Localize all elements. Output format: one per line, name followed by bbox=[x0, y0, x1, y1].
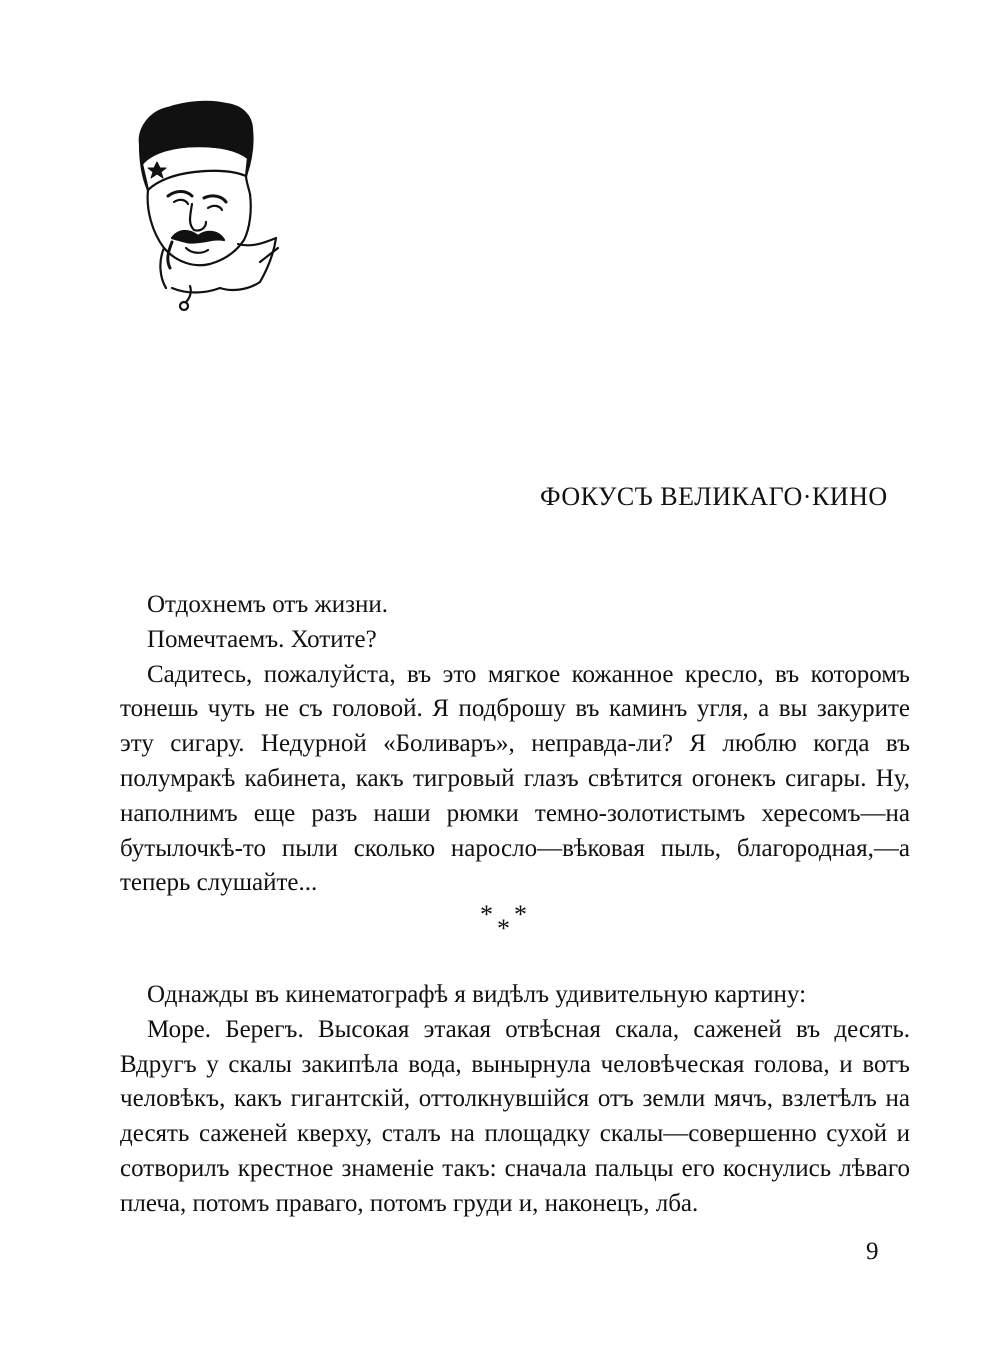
paragraph: Однажды въ кинематографѣ я видѣлъ удивительную картину: bbox=[147, 981, 807, 1008]
paragraph: Помечтаемъ. Хотите? bbox=[147, 625, 377, 653]
soldier-head-sketch-icon bbox=[128, 92, 288, 322]
chapter-title: ФОКУСЪ ВЕЛИКАГО·КИНО bbox=[540, 482, 888, 511]
intro-text bbox=[120, 588, 910, 901]
story-text bbox=[120, 978, 910, 1222]
asterisk: * bbox=[514, 900, 527, 929]
section-divider-asterism bbox=[470, 896, 540, 943]
page-number: 9 bbox=[866, 1238, 879, 1265]
paragraph: Отдохнемъ отъ жизни. bbox=[147, 591, 389, 618]
paragraph: Море. Берегъ. Высокая этакая отвѣсная скала, саженей въ десять. Вдругъ у скалы закипѣла вода, вынырнула человѣческая голова, и вотъ человѣкъ, какъ гигантскій, оттолкнувшійся отъ земли мячъ, взлетѣлъ на десять саженей кверху, сталъ на площадку скалы—совершенно сухой и сотворилъ крестное знаменіе такъ: сначала пальцы его коснулись лѣваго плеча, потомъ праваго, потомъ груди и, наконецъ, лба. bbox=[120, 1015, 910, 1217]
asterisk: * bbox=[480, 900, 493, 929]
paragraph: Садитесь, пожалуйста, въ это мягкое кожанное кресло, въ которомъ тонешь чуть не съ головой. Я подброшу въ каминъ угля, а вы закурите эту сигару. Недурной «Боливаръ», неправда-ли? Я люблю когда въ полумракѣ кабинета, какъ тигровый глазъ свѣтится огонекъ сигары. Ну, наполнимъ еще разъ наши рюмки темно-золотистымъ хересомъ—на бутылочкѣ-то пыли сколько наросло—вѣковая пыль, благородная,—а теперь слушайте... bbox=[120, 660, 910, 897]
asterisk: * bbox=[497, 914, 510, 943]
